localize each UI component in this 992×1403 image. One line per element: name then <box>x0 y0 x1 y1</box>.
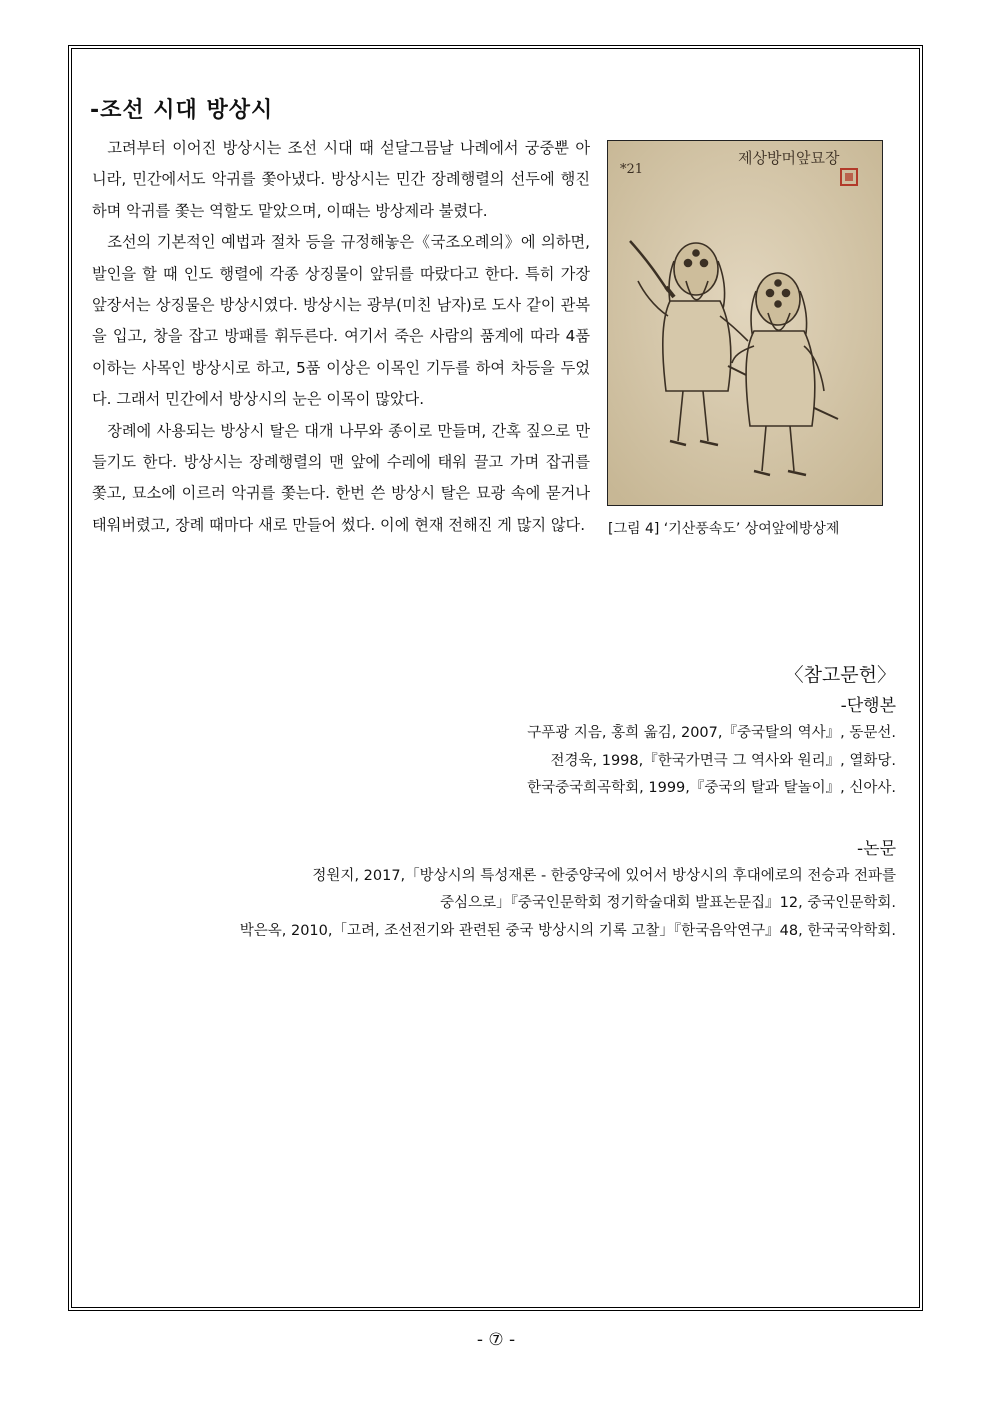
references-section <box>136 660 896 945</box>
paragraph-3: 장례에 사용되는 방상시 탈은 대개 나무와 종이로 만들며, 간혹 짚으로 만들기도 한다. 방상시는 장례행렬의 맨 앞에 수레에 태워 끌고 가며 잡귀를 쫓고, 묘소에 이르러 악귀를 쫓는다. 한번 쓴 방상시 탈은 묘광 속에 묻거나 태워버렸고, 장례 때마다 새로 만들어 썼다. 이에 현재 전해진 게 많지 않다. <box>92 421 590 534</box>
references-title: 〈참고문헌〉 <box>784 664 896 686</box>
painting-inscription: 제상방머앞묘장 <box>738 149 840 167</box>
paper-entry: 박은옥, 2010,「고려, 조선전기와 관련된 중국 방상시의 기록 고찰」『한국음악연구』48, 한국국악학회. <box>239 922 896 939</box>
paragraph-1: 고려부터 이어진 방상시는 조선 시대 때 섣달그믐날 나례에서 궁중뿐 아니라, 민간에서도 악귀를 쫓아냈다. 방상시는 민간 장례행렬의 선두에 행진하며 악귀를 쫓는 역할도 맡았으며, 이때는 방상제라 불렸다. <box>92 139 590 220</box>
book-entry: 전경욱, 1998,『한국가면극 그 역사와 원리』, 열화당. <box>550 752 896 769</box>
paper-entry: 정원지, 2017,「방상시의 특성재론 - 한중양국에 있어서 방상시의 후대에로의 전승과 전파를 <box>312 867 896 884</box>
body-text <box>92 133 590 541</box>
figure-painting <box>607 140 883 506</box>
figure-caption: [그림 4] ‘기산풍속도’ 상여앞에방상제 <box>608 521 840 537</box>
painting-illustration <box>608 141 882 505</box>
paper-entry: 중심으로」『중국인문학회 정기학술대회 발표논문집』12, 중국인문학회. <box>440 895 896 911</box>
book-entry: 한국중국희곡학회, 1999,『중국의 탈과 탈놀이』, 신아사. <box>527 780 896 796</box>
books-heading: -단행본 <box>840 696 896 716</box>
paragraph-2: 조선의 기본적인 예법과 절차 등을 규정해놓은《국조오례의》에 의하면, 발인을 할 때 인도 행렬에 각종 상징물이 앞뒤를 따랐다고 한다. 특히 가장 앞장서는 상징물은 방상시였다. 방상시는 광부(미친 남자)로 도사 같이 관복을 입고, 창을 잡고 방패를 휘두른다. 여기서 죽은 사람의 품계에 따라 4품 이하는 사목인 방상시로 하고, 5품 이상은 이목인 기두를 하여 차등을 두었다. 그래서 민간에서 방상시의 눈은 이목이 많았다. <box>92 233 590 409</box>
papers-heading: -논문 <box>857 838 896 859</box>
painting-number: *21 <box>620 162 644 177</box>
section-title: -조선 시대 방상시 <box>90 98 274 123</box>
book-entry: 구푸광 지음, 홍희 옮김, 2007,『중국탈의 역사』, 동문선. <box>527 725 896 741</box>
page-number: - ⑦ - <box>476 1330 516 1350</box>
